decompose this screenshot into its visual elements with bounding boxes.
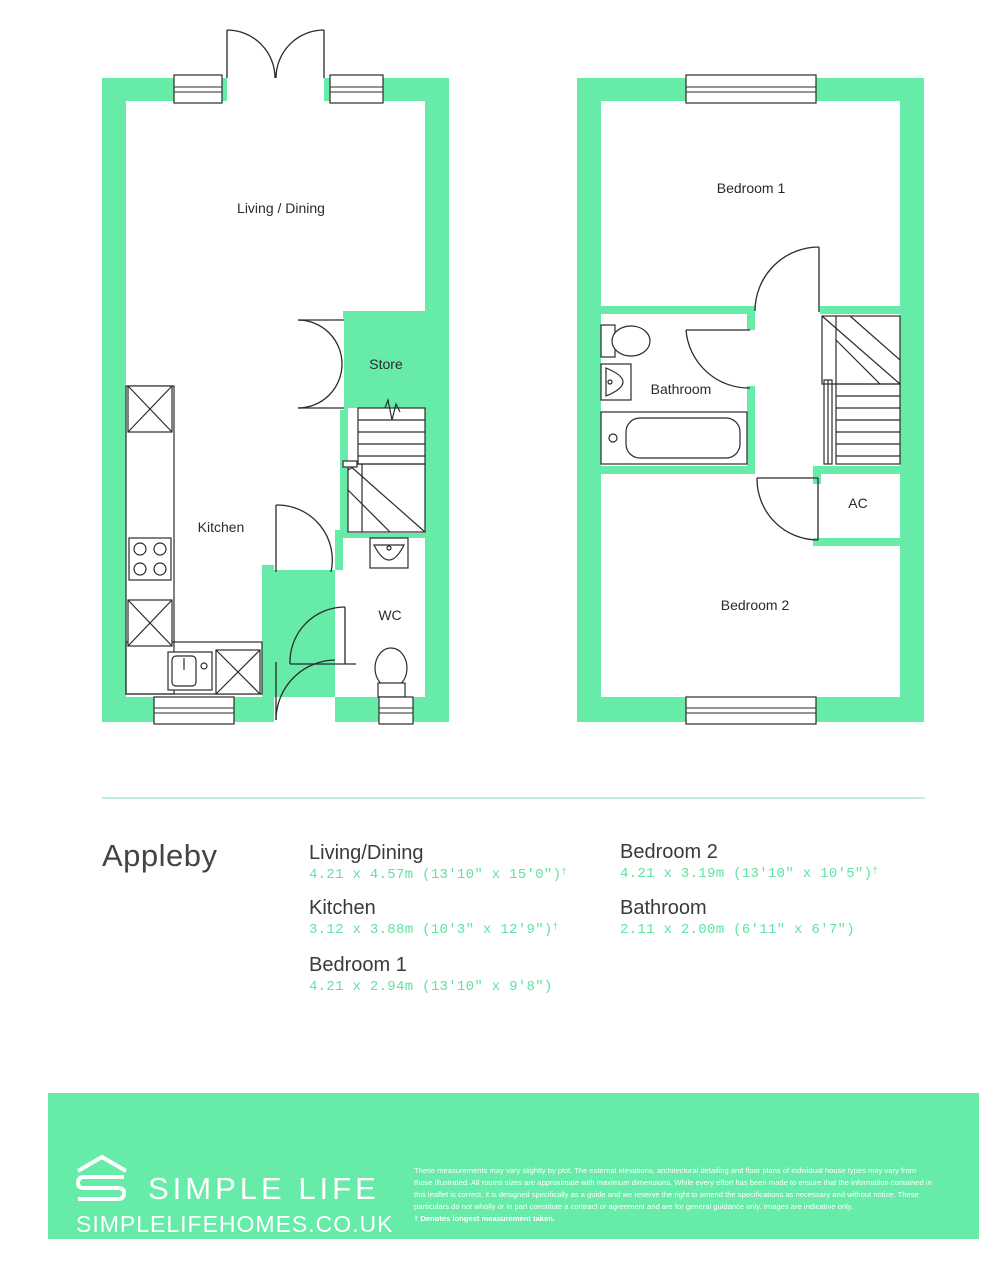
room-dimensions: 2.11 x 2.00m (6'11" x 6'7") — [620, 922, 855, 938]
room-entry-living-dining — [309, 841, 567, 885]
bathroom-toilet-icon — [601, 325, 650, 357]
french-doors — [227, 30, 324, 78]
label-store: Store — [369, 356, 403, 372]
bedroom1-wall — [601, 306, 751, 314]
room-name: Bathroom — [620, 897, 707, 919]
ac-wall-left — [813, 466, 821, 484]
bathroom-door — [686, 330, 750, 388]
ac-wall-top — [813, 466, 900, 474]
room-dimensions: 4.21 x 3.19m (13'10" x 10'5")† — [620, 866, 879, 882]
wc-side-wall — [335, 530, 343, 570]
hall-wall — [262, 565, 274, 697]
bathroom-basin-icon — [601, 364, 631, 400]
ac-wall-bottom — [813, 538, 900, 546]
section-divider — [102, 797, 925, 799]
room-entry-kitchen — [309, 896, 558, 940]
first-floor-plan — [577, 75, 924, 724]
washer-icon — [128, 600, 172, 646]
footer-banner — [48, 1093, 979, 1239]
label-kitchen: Kitchen — [197, 519, 245, 535]
dishwasher-icon — [216, 650, 260, 694]
disclaimer — [414, 1165, 934, 1225]
room-name: Bedroom 1 — [309, 954, 407, 976]
room-dimensions: 4.21 x 4.57m (13'10" x 15'0")† — [309, 867, 568, 883]
label-living-dining: Living / Dining — [237, 200, 325, 216]
room-name: Living/Dining — [309, 842, 424, 864]
bathroom-bottom-wall — [601, 466, 755, 474]
fridge-icon — [128, 386, 172, 432]
bedroom1-door — [755, 247, 819, 312]
room-entry-bedroom-1 — [309, 953, 553, 997]
label-bathroom: Bathroom — [650, 381, 712, 397]
room-entry-bedroom-2 — [620, 840, 878, 884]
label-ac: AC — [848, 495, 868, 511]
sink-icon — [168, 652, 212, 690]
label-bedroom-2: Bedroom 2 — [720, 597, 790, 613]
room-dimensions: 3.12 x 3.88m (10'3" x 12'9")† — [309, 922, 559, 938]
wc-window — [379, 697, 413, 724]
room-dimensions: 4.21 x 2.94m (13'10" x 9'8") — [309, 979, 553, 995]
wc-basin-icon — [370, 538, 408, 568]
room-name: Kitchen — [309, 897, 376, 919]
bedroom2-window — [686, 697, 816, 724]
room-entry-bathroom — [620, 896, 855, 940]
house-name: Appleby — [102, 838, 218, 873]
ac-door — [757, 478, 818, 540]
label-bedroom-1: Bedroom 1 — [716, 180, 786, 196]
kitchen-window — [154, 697, 234, 724]
bath-icon — [601, 412, 747, 464]
house-logo-icon — [74, 1153, 130, 1203]
hob-icon — [129, 538, 171, 580]
bedroom1-window — [686, 75, 816, 103]
label-wc: WC — [378, 607, 402, 623]
brand-name: SIMPLE LIFE — [148, 1171, 380, 1206]
disclaimer-note: † Denotes longest measurement taken. — [414, 1214, 555, 1223]
first-floor-stairs — [822, 316, 900, 464]
toilet-icon — [375, 648, 407, 697]
ground-window-right — [330, 75, 383, 103]
ground-floor-plan — [102, 30, 449, 724]
brand-url-link[interactable]: SIMPLELIFEHOMES.CO.UK — [76, 1211, 394, 1237]
disclaimer-text: These measurements may vary slightly by plot. The external elevations, architectural detailing and floor plans of individual house types may vary from those illustrated. All rooms sizes are approximate with maximum dimensions. While every effort has been made to ensure that the information contained in this leaflet is correct, it is designed specifically as a guide and we reserve the right to amend the specifications as necessary and without notice. These particulars do not wholly or in part constitute a contract or agreement and are for general guidance only. Images are indicative only. — [414, 1166, 932, 1211]
ground-window-left — [174, 75, 222, 103]
landing-wall-top — [820, 306, 900, 314]
room-name: Bedroom 2 — [620, 841, 718, 863]
